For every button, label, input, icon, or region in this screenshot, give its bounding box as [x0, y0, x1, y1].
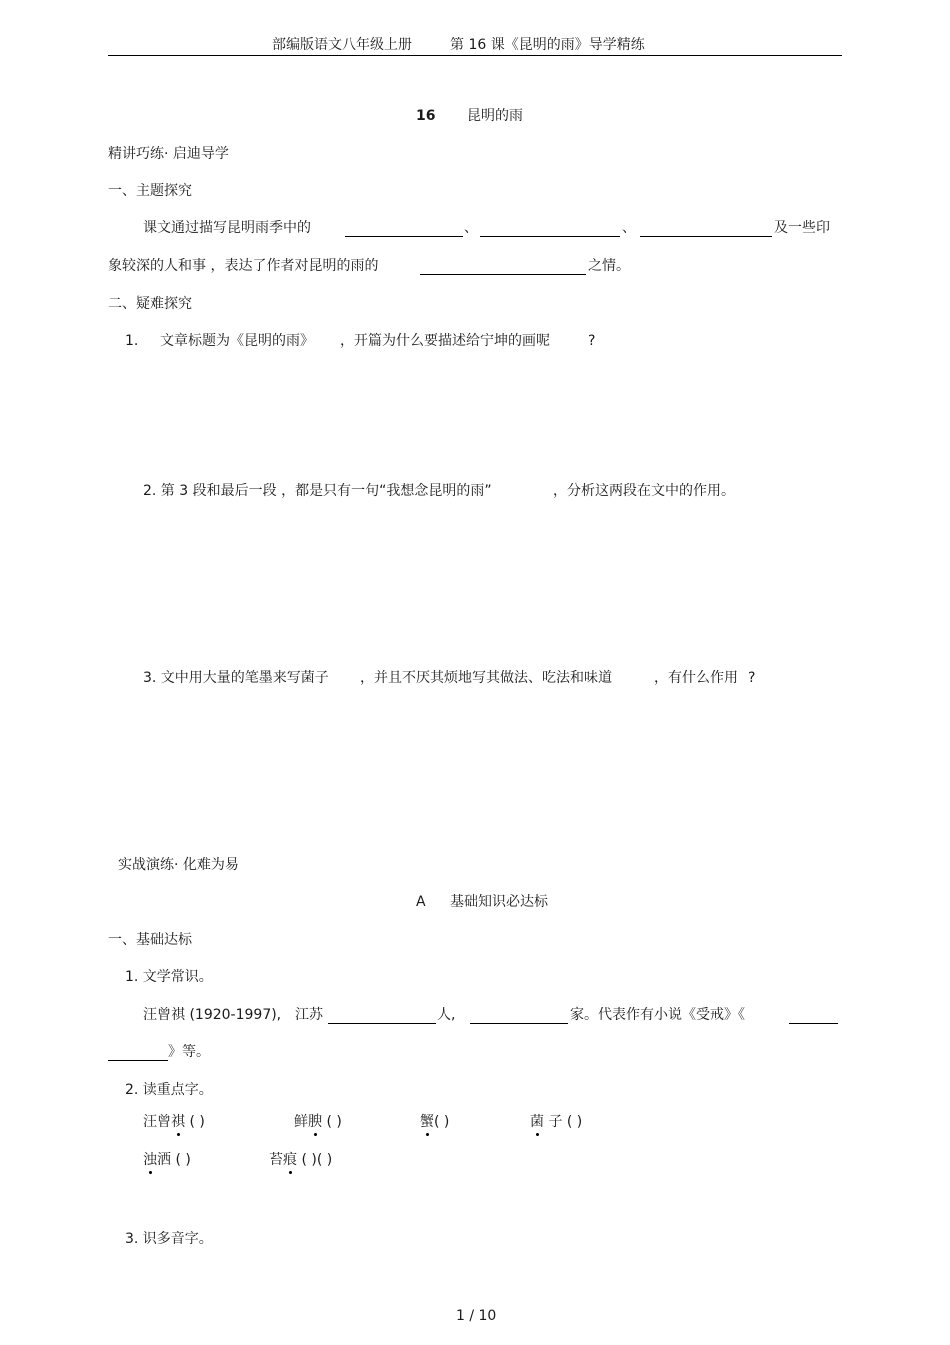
- item1-blank-3[interactable]: [789, 1009, 838, 1024]
- q1-text-c: ?: [588, 333, 596, 349]
- header-title: 部编版语文八年级上册: [272, 37, 412, 53]
- pinyin-word-6: [269, 1151, 332, 1169]
- theme-line2-a: 象较深的人和事 ，表达了作者对昆明的雨的: [108, 258, 379, 274]
- lesson-name: 昆明的雨: [467, 108, 523, 124]
- theme-blank-3[interactable]: [640, 222, 772, 237]
- item1-title: 1. 文学常识。: [125, 969, 213, 985]
- pinyin-word-2: [294, 1113, 342, 1131]
- questions-heading: 二、疑难探究: [108, 296, 192, 312]
- item1-text-a: 汪曾祺 (1920-1997),: [143, 1007, 282, 1023]
- theme-line1-b: 及一些印: [774, 220, 830, 236]
- q2-text-b: ，分析这两段在文中的作用。: [553, 483, 735, 499]
- theme-line1-a: 课文通过描写昆明雨季中的: [143, 220, 311, 236]
- subheading-letter: A: [416, 894, 426, 910]
- theme-blank-2[interactable]: [480, 222, 620, 237]
- q1-number: 1.: [125, 333, 139, 349]
- item1-text-e: 》等。: [168, 1044, 210, 1060]
- theme-heading: 一、主题探究: [108, 183, 192, 199]
- item1-blank-1[interactable]: [328, 1009, 436, 1024]
- theme-line2-b: 之情。: [588, 258, 630, 274]
- word5-post: 洒 ( ): [157, 1152, 191, 1168]
- word6-pre: 苔: [269, 1152, 283, 1168]
- item2-title: 2. 读重点字。: [125, 1082, 213, 1098]
- theme-sep-2: 、: [622, 220, 636, 236]
- q3-text-c: ，有什么作用: [654, 670, 738, 686]
- word2-dot-char: 腴: [308, 1114, 322, 1130]
- word4-post: 子 ( ): [544, 1114, 583, 1130]
- lesson-number: 16: [416, 108, 436, 124]
- q1-text-b: ，开篇为什么要描述给宁坤的画呢: [340, 333, 550, 349]
- pinyin-word-4: [530, 1113, 582, 1131]
- theme-sep-1: 、: [464, 220, 478, 236]
- word4-dot-char: 菌: [530, 1114, 544, 1130]
- word1-dot-char: 祺: [171, 1114, 185, 1130]
- theme-blank-1[interactable]: [345, 222, 463, 237]
- section2-heading: 实战演练· 化难为易: [118, 857, 239, 873]
- pinyin-word-5: [143, 1151, 191, 1169]
- item1-text-c: 人,: [437, 1007, 456, 1023]
- word3-dot-char: 蟹: [420, 1114, 434, 1130]
- q3-text-b: ，并且不厌其烦地写其做法、吃法和味道: [360, 670, 612, 686]
- header-lesson: 第 16 课《昆明的雨》导学精练: [450, 37, 645, 53]
- word2-post: ( ): [322, 1114, 342, 1130]
- item1-text-d: 家。代表作有小说《受戒》《: [570, 1007, 745, 1023]
- item1-blank-3-cont[interactable]: [108, 1046, 168, 1061]
- word6-dot-char: 痕: [283, 1152, 297, 1168]
- q2-text-a: 2. 第 3 段和最后一段 ，都是只有一句“我想念昆明的雨”: [143, 483, 492, 499]
- theme-blank-4[interactable]: [420, 260, 586, 275]
- q3-text-a: 3. 文中用大量的笔墨来写菌子: [143, 670, 329, 686]
- word2-pre: 鲜: [294, 1114, 308, 1130]
- pinyin-word-1: [143, 1113, 205, 1131]
- word3-post: ( ): [434, 1114, 450, 1130]
- word5-dot-char: 浊: [143, 1152, 157, 1168]
- word1-post: ( ): [185, 1114, 205, 1130]
- section1-heading: 精讲巧练· 启迪导学: [108, 146, 229, 162]
- page-number: 1 / 10: [456, 1308, 497, 1324]
- subheading: 基础知识必达标: [450, 894, 548, 910]
- q3-text-d: ?: [748, 670, 756, 686]
- item1-blank-2[interactable]: [470, 1009, 568, 1024]
- item1-text-b: 江苏: [295, 1007, 323, 1023]
- word1-pre: 汪曾: [143, 1114, 171, 1130]
- basics-heading: 一、基础达标: [108, 932, 192, 948]
- item3-title: 3. 识多音字。: [125, 1231, 213, 1247]
- pinyin-word-3: [420, 1113, 449, 1131]
- header-divider: [108, 55, 842, 56]
- q1-text-a: 文章标题为《昆明的雨》: [160, 333, 314, 349]
- word6-post: ( )( ): [297, 1152, 333, 1168]
